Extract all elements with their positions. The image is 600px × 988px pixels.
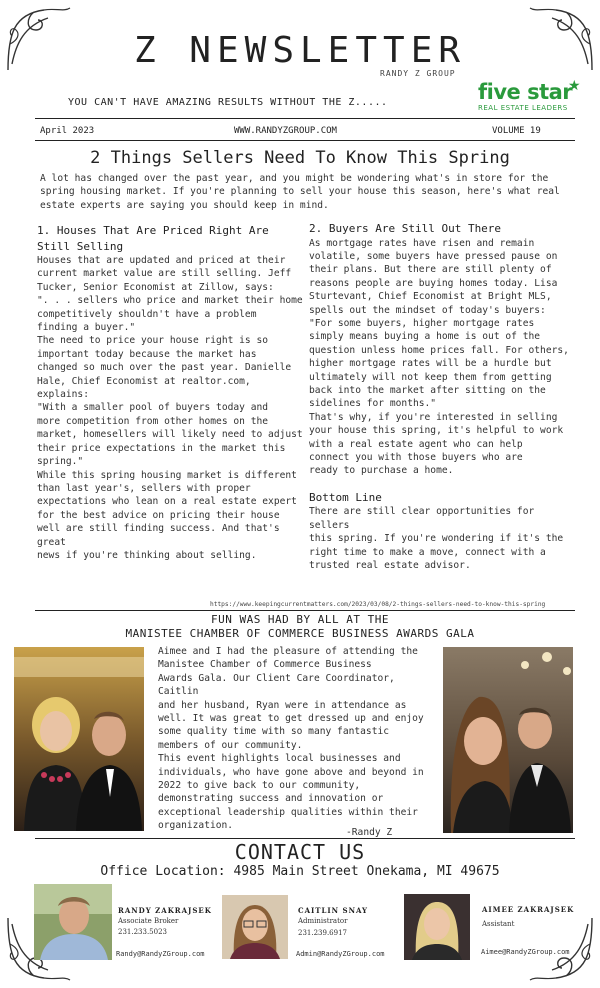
text-line: their price expectations in the market this: [37, 442, 286, 454]
gala-heading-line2: MANISTEE CHAMBER OF COMMERCE BUSINESS AWARDS GALA: [125, 627, 475, 640]
website-link[interactable]: WWW.RANDYZGROUP.COM: [234, 126, 337, 136]
text-line: than last year's, sellers with proper: [37, 482, 251, 494]
text-line: this spring. If you're wondering if it's the: [309, 533, 564, 545]
text-line: ready to purchase a home.: [309, 465, 454, 477]
contact-email[interactable]: Admin@RandyZGroup.com: [296, 950, 385, 958]
text-line: competitively shouldn't have a problem: [37, 308, 257, 320]
text-line: Aimee and I had the pleasure of attending the: [158, 646, 418, 657]
text-line: This event highlights local businesses and: [158, 753, 401, 765]
contact-role: Assistant: [482, 920, 515, 928]
text-line: and her husband, Ryan were in attendance as: [158, 699, 407, 711]
text-line: members of our community.: [158, 739, 303, 751]
text-line: "For some buyers, higher mortgage rates: [309, 317, 535, 329]
volume-number: VOLUME 19: [492, 126, 541, 136]
avatar: [222, 895, 288, 959]
text-line: Sturtevant, Chief Economist at Bright MLS,: [309, 291, 552, 303]
text-line: ultimately will not keep them from getting: [309, 371, 552, 383]
text-line: exceptional leadership qualities within their: [158, 806, 418, 818]
text-line: back into the market after sitting on the: [309, 384, 546, 396]
text-line: ". . . sellers who price and market their home: [37, 295, 303, 307]
office-location: Office Location: 4985 Main Street Onekama, MI 49675: [100, 864, 500, 879]
newsletter-subtitle: RANDY Z GROUP: [380, 69, 456, 78]
text-line: organization.: [158, 820, 234, 832]
text-line: individuals, who have gone above and beyond in: [158, 766, 424, 778]
text-line: changed so much over the past year. Danielle: [37, 362, 292, 374]
text-line: higher mortgage rates will be a hurdle but: [309, 358, 552, 370]
text-line: Houses that are updated and priced at their: [37, 255, 286, 266]
section-heading-bottom-line: Bottom Line: [309, 490, 382, 504]
text-line: demonstrating success and innovation or: [158, 793, 384, 805]
text-line: A lot has changed over the past year, and you might be wondering what's in store for the: [40, 173, 549, 184]
article-headline: 2 Things Sellers Need To Know This Spring: [90, 148, 510, 168]
contact-heading: CONTACT US: [234, 840, 366, 864]
contact-role: Associate Broker: [118, 917, 179, 925]
text-line: 1. Houses That Are Priced Right Are: [37, 224, 269, 237]
text-line: their plans. But there are still plenty of: [309, 264, 552, 276]
divider: [35, 838, 575, 839]
section-body-bottom-line: [309, 505, 579, 572]
avatar: [404, 894, 470, 960]
text-line: There are still clear opportunities for sellers: [309, 506, 535, 531]
text-line: Still Selling: [37, 239, 124, 253]
newsletter-title: Z NEWSLETTER: [133, 30, 467, 71]
text-line: Awards Gala. Our Client Care Coordinator, Caitlin: [158, 672, 395, 698]
text-line: spring.": [37, 456, 84, 468]
text-line: The need to price your house right is so: [37, 335, 269, 347]
text-line: That's why, if you're interested in selling: [309, 411, 558, 423]
text-line: important today because the market has: [37, 348, 257, 360]
divider: [35, 610, 575, 611]
article-intro: [40, 172, 580, 212]
text-line: market, homesellers will likely need to adjust: [37, 429, 303, 441]
gala-body: [158, 645, 438, 833]
text-line: As mortgage rates have risen and remain: [309, 237, 535, 249]
text-line: reasons people are buying homes today. Lisa: [309, 277, 558, 289]
right-column: [309, 221, 579, 572]
source-link[interactable]: https://www.keepingcurrentmatters.com/2023/03/08/2-things-sellers-need-to-know-this-spring: [210, 601, 546, 608]
contact-name: RANDY ZAKRAJSEK: [118, 906, 212, 915]
section-heading-priced-right: [37, 223, 305, 254]
gala-photo-couple-1: [14, 647, 144, 831]
text-line: for the best advice on pricing their house: [37, 509, 280, 521]
text-line: connect you with those buyers who are: [309, 452, 523, 463]
section-body-priced-right: [37, 254, 305, 562]
text-line: question unless home prices fall. For others,: [309, 344, 569, 356]
text-line: estate experts are saying you should keep in mind.: [40, 199, 329, 211]
text-line: current market value are still selling. Jeff: [37, 268, 292, 280]
text-line: trusted real estate advisor.: [309, 559, 471, 571]
gala-signature: -Randy Z: [346, 827, 393, 838]
text-line: volatile, some buyers have pressed pause on: [309, 250, 558, 262]
divider: [35, 118, 575, 119]
tagline: YOU CAN'T HAVE AMAZING RESULTS WITHOUT THE Z.....: [68, 97, 388, 108]
text-line: spring housing market. If you're planning to sell your house this season, here's what real: [40, 186, 560, 198]
text-line: Manistee Chamber of Commerce Business: [158, 659, 372, 671]
five-star-logo: five star: [478, 80, 573, 104]
contact-role: Administrator: [298, 917, 348, 925]
section-heading-buyers: 2. Buyers Are Still Out There: [309, 222, 502, 235]
text-line: spells out the mindset of today's buyers:: [309, 304, 546, 316]
gala-heading-line1: FUN WAS HAD BY ALL AT THE: [210, 613, 390, 626]
text-line: news if you're thinking about selling.: [37, 549, 257, 561]
left-column: [37, 223, 305, 562]
text-line: right time to make a move, connect with a: [309, 546, 546, 558]
star-icon: ★: [568, 78, 581, 94]
avatar: [34, 884, 112, 960]
issue-date: April 2023: [40, 126, 95, 136]
text-line: well. It was great to get dressed up and enjoy: [158, 713, 424, 725]
text-line: with a real estate agent who can help: [309, 438, 523, 450]
contact-name: AIMEE ZAKRAJSEK: [482, 905, 575, 914]
text-line: sidelines for months.": [309, 398, 437, 410]
divider: [35, 140, 575, 141]
five-star-logo-tagline: REAL ESTATE LEADERS: [478, 104, 568, 112]
text-line: While this spring housing market is different: [37, 469, 297, 481]
gala-photo-couple-2: [443, 647, 573, 833]
contact-name: CAITLIN SNAY: [298, 906, 369, 915]
text-line: simply means buying a home is out of the: [309, 331, 541, 343]
text-line: Hale, Chief Economist at realtor.com,: [37, 375, 251, 387]
contact-email[interactable]: Randy@RandyZGroup.com: [116, 950, 205, 958]
text-line: some quality time with so many fantastic: [158, 726, 390, 738]
text-line: explains:: [37, 389, 89, 401]
text-line: expectations who lean on a real estate expert: [37, 496, 297, 508]
text-line: well are still finding success. And that's great: [37, 523, 280, 548]
contact-phone[interactable]: 231.239.6917: [298, 929, 347, 937]
contact-phone[interactable]: 231.233.5023: [118, 928, 167, 936]
text-line: more competition from other homes on the: [37, 415, 269, 427]
text-line: Tucker, Senior Economist at Zillow, says:: [37, 281, 274, 293]
text-line: your house this spring, it's helpful to work: [309, 425, 564, 437]
text-line: 2022 to give back to our community,: [158, 780, 361, 792]
text-line: "With a smaller pool of buyers today and: [37, 402, 269, 414]
contact-email[interactable]: Aimee@RandyZGroup.com: [481, 948, 570, 956]
section-body-buyers: [309, 237, 579, 478]
text-line: finding a buyer.": [37, 322, 136, 334]
